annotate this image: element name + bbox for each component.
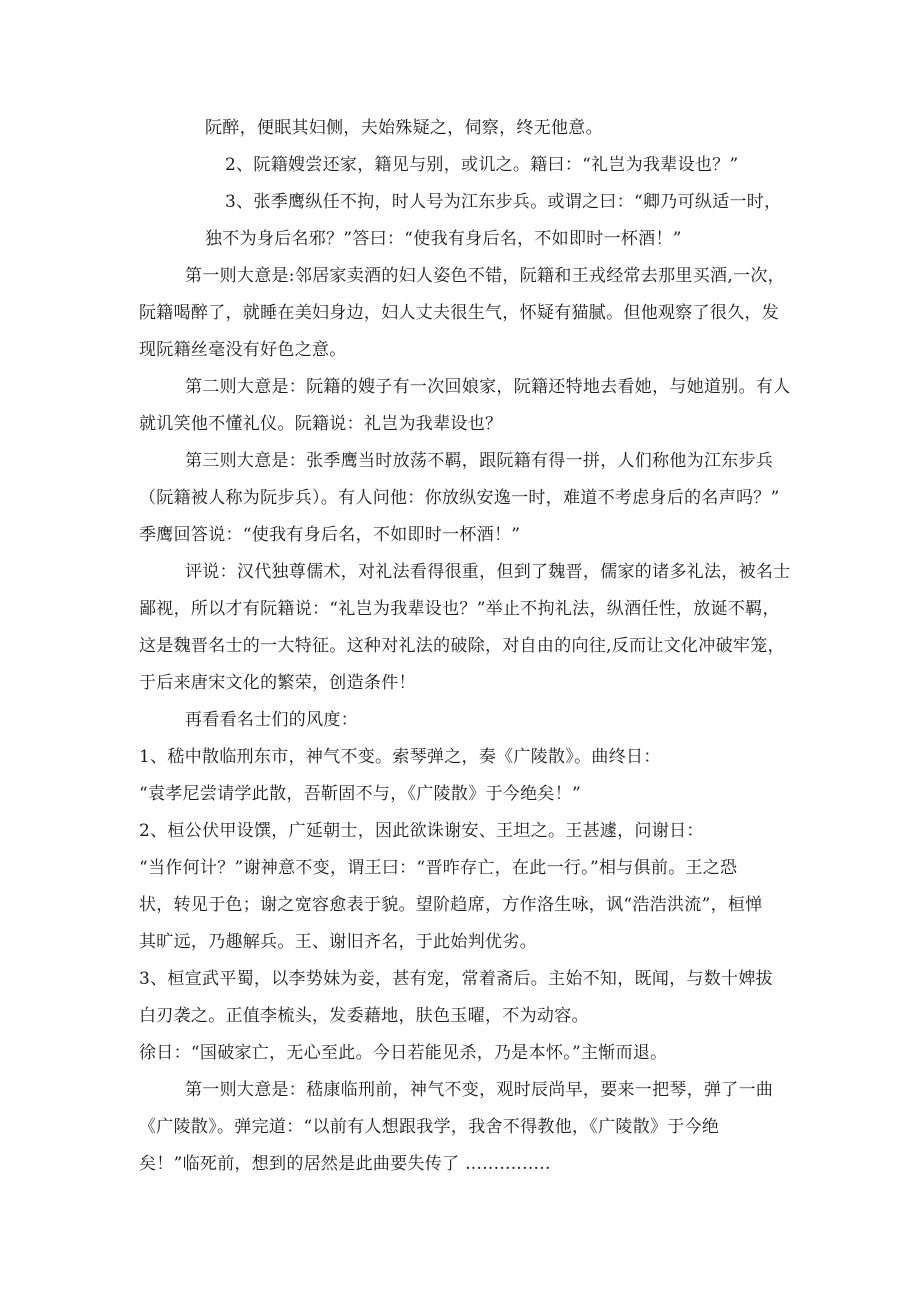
- text-line: 状，转见于色；谢之宽容愈表于貌。望阶趋席，方作洛生咏，讽“浩浩洪流”，桓惮: [139, 895, 763, 915]
- text-line: 2、桓公伏甲设馔，广延朝士，因此欲诛谢安、王坦之。王甚遽，问谢日：: [139, 821, 704, 841]
- text-line: 第二则大意是：阮籍的嫂子有一次回娘家，阮籍还特地去看她，与她道别。有人: [185, 377, 791, 397]
- text-line: 1、嵇中散临刑东市，神气不变。索琴弹之，奏《广陵散》。曲终日：: [139, 747, 661, 767]
- text-line: 第三则大意是：张季鹰当时放荡不羁，跟阮籍有得一拼，人们称他为江东步兵: [185, 451, 774, 471]
- text-line: 季鹰回答说：“使我有身后名，不如即时一杯酒！”: [139, 525, 521, 545]
- text-line: 鄙视，所以才有阮籍说：“礼岂为我辈设也？”举止不拘礼法，纵酒任性，放诞不羁，: [139, 599, 780, 619]
- text-line: 3、桓宣武平蜀，以李势妹为妾，甚有宠，常着斋后。主始不知，既闻，与数十婢拔: [139, 969, 773, 989]
- text-line: 白刃袭之。正值李梳头，发委藉地，肤色玉曜，不为动容。: [139, 1006, 589, 1026]
- text-line: 《广陵散》。弹完道：“以前有人想跟我学，我舍不得教他，《广陵散》于今绝: [139, 1117, 720, 1137]
- text-line: 3、张季鹰纵任不拘，时人号为江东步兵。或谓之曰：“卿乃可纵适一时，: [225, 192, 782, 212]
- text-line: “当作何计？”谢神意不变，谓王曰：“晋昨存亡，在此一行。”相与俱前。王之恐: [139, 858, 738, 878]
- text-line: “袁孝尼尝请学此散，吾靳固不与，《广陵散》于今绝矣！”: [139, 784, 581, 804]
- text-line: 就讥笑他不懂礼仪。阮籍说：礼岂为我辈设也？: [139, 414, 503, 434]
- text-line: 评说：汉代独尊儒术，对礼法看得很重，但到了魏晋，儒家的诸多礼法，被名士: [185, 562, 791, 582]
- text-line: 2、阮籍嫂尝还家，籍见与别，或讥之。籍曰：“礼岂为我辈设也？”: [225, 155, 739, 175]
- text-line: 第一则大意是:邻居家卖酒的妇人姿色不错，阮籍和王戎经常去那里买酒,一次，: [185, 266, 785, 286]
- text-line: 矣！”临死前，想到的居然是此曲要失传了 ...............: [139, 1154, 551, 1174]
- text-line: 这是魏晋名士的一大特征。这种对礼法的破除，对自由的向往,反而让文化冲破牢笼，: [139, 636, 785, 656]
- text-line: 第一则大意是：嵇康临刑前，神气不变，观时辰尚早，要来一把琴，弹了一曲: [185, 1080, 774, 1100]
- text-line: 阮醉，便眠其妇侧，夫始殊疑之，伺察，终无他意。: [205, 118, 603, 138]
- text-line: 再看看名士们的风度：: [185, 710, 358, 730]
- text-line: 现阮籍丝毫没有好色之意。: [139, 340, 347, 360]
- text-line: 于后来唐宋文化的繁荣，创造条件！: [139, 673, 416, 693]
- text-line: 徐日：“国破家亡，无心至此。今日若能见杀，乃是本怀。”主惭而退。: [139, 1043, 668, 1063]
- text-line: 其旷远，乃趣解兵。王、谢旧齐名，于此始判优劣。: [139, 932, 537, 952]
- text-line: 独不为身后名邪？”答曰：“使我有身后名，不如即时一杯酒！”: [205, 229, 682, 249]
- text-line: （阮籍被人称为阮步兵）。有人问他：你放纵安逸一时，难道不考虑身后的名声吗？”: [139, 488, 780, 508]
- text-line: 阮籍喝醉了，就睡在美妇身边，妇人丈夫很生气，怀疑有猫腻。但他观察了很久，发: [139, 303, 780, 323]
